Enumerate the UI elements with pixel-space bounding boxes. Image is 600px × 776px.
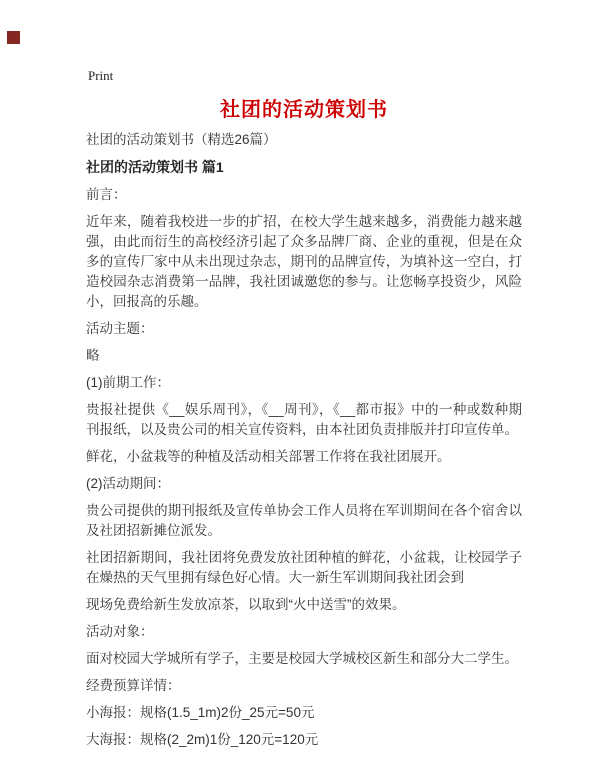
- logo-mark: [7, 31, 20, 44]
- paragraph-list: [86, 185, 522, 750]
- paragraph: 近年来，随着我校进一步的扩招，在校大学生越来越多，消费能力越来越强，由此而衍生的高校经济引起了众多品牌厂商、企业的重视，但是在众多的宣传厂家中从未出现过杂志，期刊的品牌宣传，为填补这一空白，打造校园杂志消费第一品牌，我社团诚邀您的参与。让您畅享投资少，风险小，回报高的乐趣。: [86, 214, 522, 309]
- paragraph: 活动主题：: [86, 321, 154, 336]
- paragraph: 经费预算详情：: [86, 678, 181, 693]
- paragraph: 活动对象：: [86, 624, 154, 639]
- paragraph: (1)前期工作：: [86, 375, 170, 390]
- document-subtitle: 社团的活动策划书（精选26篇）: [86, 132, 277, 147]
- paragraph: 鲜花，小盆栽等的种植及活动相关部署工作将在我社团展开。: [86, 449, 451, 464]
- paragraph: 略: [86, 348, 100, 363]
- print-link[interactable]: Print: [88, 68, 114, 83]
- paragraph: 现场免费给新生发放凉茶，以取到“火中送雪”的效果。: [86, 597, 406, 612]
- paragraph: (2)活动期间：: [86, 476, 170, 491]
- document-title: 社团的活动策划书: [220, 99, 388, 121]
- section-heading: 社团的活动策划书 篇1: [86, 159, 224, 175]
- paragraph: 小海报：规格(1.5_1m)2份_25元=50元: [86, 705, 315, 720]
- paragraph: 贵公司提供的期刊报纸及宣传单协会工作人员将在军训期间在各个宿舍以及社团招新摊位派发。: [86, 503, 522, 538]
- paragraph: 大海报：规格(2_2m)1份_120元=120元: [86, 732, 319, 747]
- paragraph: 前言：: [86, 187, 127, 202]
- paragraph: 面对校园大学城所有学子，主要是校园大学城校区新生和部分大二学生。: [86, 651, 518, 666]
- paragraph: 贵报社提供《__娱乐周刊》，《__周刊》，《__都市报》中的一种或数种期刊报纸，以及贵公司的相关宣传资料，由本社团负责排版并打印宣传单。: [86, 402, 522, 437]
- paragraph: 社团招新期间，我社团将免费发放社团种植的鲜花，小盆栽，让校园学子在燥热的天气里拥有绿色好心情。大一新生军训期间我社团会到: [86, 550, 522, 585]
